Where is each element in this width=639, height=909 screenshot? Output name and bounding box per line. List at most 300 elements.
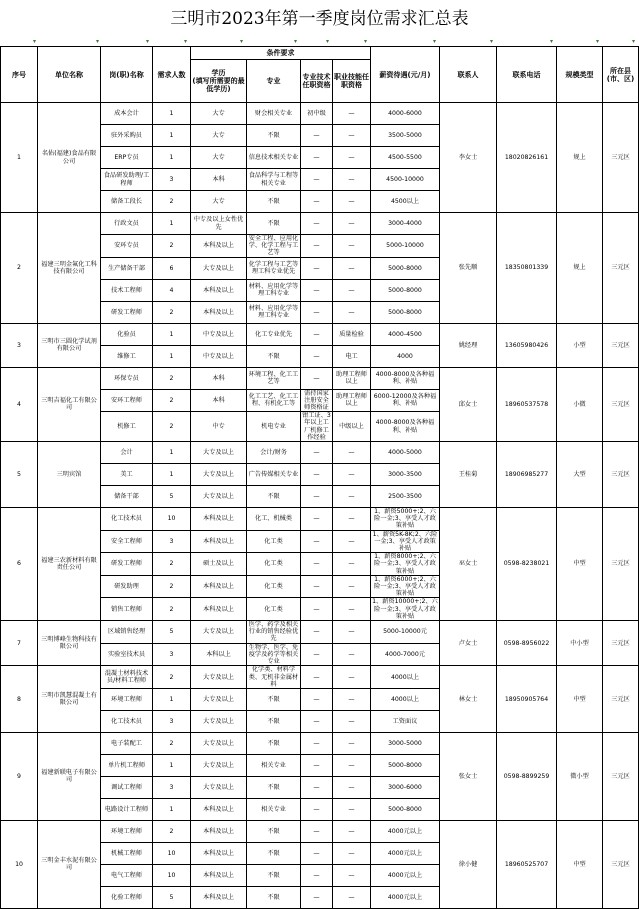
- cell-region: 三元区: [603, 621, 639, 666]
- cell-count: 10: [153, 864, 191, 886]
- cell-position: 化验员: [101, 323, 153, 345]
- cell-tech-title: —: [301, 464, 333, 486]
- header-count: 需求人数: [153, 47, 191, 103]
- cell-count: 2: [153, 301, 191, 323]
- cell-education: 大专及以上: [191, 464, 247, 486]
- cell-position: 实验室技术员: [101, 643, 153, 666]
- cell-major: 不限: [247, 486, 301, 508]
- cell-skill: —: [333, 257, 371, 279]
- cell-position: 单片机工程师: [101, 754, 153, 776]
- cell-position: 成本会计: [101, 103, 153, 125]
- cell-contact: 卢女士: [440, 621, 497, 666]
- cell-count: 5: [153, 621, 191, 644]
- cell-seq: 9: [1, 732, 38, 820]
- cell-region: 三元区: [603, 508, 639, 621]
- cell-position: 区域销售经理: [101, 621, 153, 644]
- cell-salary: 3000-4000: [371, 213, 440, 235]
- cell-position: 安全工程师: [101, 530, 153, 553]
- cell-education: 本科及以上: [191, 301, 247, 323]
- cell-skill: 中级以上: [333, 412, 371, 442]
- cell-major: 不限: [247, 191, 301, 213]
- cell-tech-title: —: [301, 621, 333, 644]
- filter-dropdown-icon[interactable]: ▾: [490, 38, 494, 45]
- cell-company: 三明市三圆化学试剂有限公司: [38, 323, 101, 367]
- cell-company: 三明市凯慧混凝土有限公司: [38, 666, 101, 733]
- filter-dropdown-icon[interactable]: ▾: [33, 38, 37, 45]
- cell-position: 化验工程师: [101, 886, 153, 908]
- cell-salary: 4000-8000及各种福利、补贴: [371, 412, 440, 442]
- cell-major: 安全工程、应用化学、化学工程与工艺等: [247, 235, 301, 258]
- cell-position: 电路设计工程师: [101, 798, 153, 820]
- table-row: [1, 213, 639, 235]
- cell-major: 材料、应用化学等理工科专业: [247, 279, 301, 301]
- cell-seq: 5: [1, 442, 38, 508]
- cell-contact: 巫女士: [440, 508, 497, 621]
- cell-major: 医学、药学及相关行业的销售经验优先: [247, 621, 301, 644]
- cell-count: 1: [153, 798, 191, 820]
- cell-skill: —: [333, 486, 371, 508]
- cell-salary: 4000元以上: [371, 842, 440, 864]
- cell-salary: 4500-10000: [371, 169, 440, 191]
- cell-count: 2: [153, 553, 191, 576]
- cell-education: 中专及以上女性优先: [191, 213, 247, 235]
- cell-education: 本科及以上: [191, 530, 247, 553]
- table-row: [1, 442, 639, 464]
- cell-major: 化工工艺、化工工程、有机化工等: [247, 389, 301, 412]
- cell-count: 1: [153, 103, 191, 125]
- cell-salary: 工资面议: [371, 710, 440, 732]
- cell-major: 食品科学与工程等相关专业: [247, 169, 301, 191]
- cell-education: 大专及以上: [191, 710, 247, 732]
- cell-salary: 1、薪资10000+;2、六险一金;3、享受人才政策补贴: [372, 598, 438, 620]
- cell-count: 2: [153, 367, 191, 389]
- cell-count: 2: [153, 235, 191, 258]
- cell-education: 本科: [191, 367, 247, 389]
- cell-salary: 4000-8000及各种福利、补贴: [371, 367, 440, 389]
- cell-skill: —: [333, 621, 371, 644]
- cell-skill: —: [333, 864, 371, 886]
- table-row: [1, 666, 639, 689]
- cell-count: 3: [153, 710, 191, 732]
- cell-position: 安环专员: [101, 235, 153, 258]
- cell-education: 本科及以上: [191, 598, 247, 621]
- cell-salary: 4000-7000元: [371, 643, 440, 666]
- cell-tech-title: —: [301, 530, 333, 553]
- cell-phone: 18020826161: [497, 103, 557, 213]
- cell-phone: 18906985277: [497, 442, 557, 508]
- header-salary: 薪资待遇(元/月): [371, 47, 440, 103]
- cell-education: 本科及以上: [191, 575, 247, 598]
- cell-education: 大专及以上: [191, 486, 247, 508]
- cell-tech-title: —: [301, 169, 333, 191]
- cell-position: 研发助理: [101, 575, 153, 598]
- cell-phone: 18950905764: [497, 666, 557, 733]
- cell-company: 三明吉福化工有限公司: [38, 367, 101, 441]
- cell-major: 化工专业优先: [247, 323, 301, 345]
- cell-tech-title: —: [301, 776, 333, 798]
- table-row: [1, 732, 639, 754]
- cell-position: 环境工程师: [101, 688, 153, 710]
- cell-salary: 4000元以上: [371, 864, 440, 886]
- cell-phone: 0598-8956022: [497, 621, 557, 666]
- cell-salary: 5000-8000: [371, 301, 440, 323]
- cell-skill: —: [333, 464, 371, 486]
- cell-position: 美工: [101, 464, 153, 486]
- cell-salary: 4000元以上: [371, 820, 440, 842]
- cell-skill: —: [333, 886, 371, 908]
- cell-scale: 中型: [557, 508, 603, 621]
- cell-position: 储备工段长: [101, 191, 153, 213]
- cell-contact: 邱女士: [440, 367, 497, 441]
- cell-seq: 2: [1, 213, 38, 324]
- cell-skill: —: [333, 125, 371, 147]
- cell-contact: 林女士: [440, 666, 497, 733]
- cell-tech-title: —: [301, 798, 333, 820]
- cell-seq: 4: [1, 367, 38, 441]
- cell-position: 环境工程师: [101, 820, 153, 842]
- cell-tech-title: —: [301, 257, 333, 279]
- cell-count: 2: [153, 732, 191, 754]
- cell-count: 2: [153, 191, 191, 213]
- cell-salary: 5000-8000: [371, 798, 440, 820]
- cell-position: 会计: [101, 442, 153, 464]
- cell-skill: 电工: [333, 345, 371, 367]
- cell-education: 大专及以上: [191, 776, 247, 798]
- cell-position: 行政文员: [101, 213, 153, 235]
- filter-dropdown-icon[interactable]: ▾: [240, 38, 244, 45]
- header-education: 学历 (填写所需要的最低学历): [191, 60, 247, 103]
- cell-major: 不限: [247, 886, 301, 908]
- cell-skill: —: [333, 508, 371, 531]
- cell-tech-title: —: [301, 666, 333, 689]
- cell-position: 机修工: [101, 412, 153, 442]
- job-demand-table: [0, 46, 639, 909]
- cell-position: 驻外采购员: [101, 125, 153, 147]
- cell-position: 化工技术员: [101, 710, 153, 732]
- cell-skill: —: [333, 688, 371, 710]
- cell-education: 本科及以上: [191, 235, 247, 258]
- cell-company: 福建三明金氟化工科技有限公司: [38, 213, 101, 324]
- cell-skill: 助理工程师以上: [333, 389, 371, 412]
- cell-seq: 3: [1, 323, 38, 367]
- cell-education: 大专及以上: [191, 754, 247, 776]
- cell-tech-title: —: [301, 323, 333, 345]
- cell-salary: 4000以上: [371, 666, 440, 689]
- cell-tech-title: —: [301, 301, 333, 323]
- cell-count: 2: [153, 598, 191, 621]
- cell-position: 维修工: [101, 345, 153, 367]
- cell-phone: 18960537578: [497, 367, 557, 441]
- cell-company: 三明金丰水泥有限公司: [38, 820, 101, 908]
- header-skill: 职业技能任职资格: [333, 60, 371, 103]
- filter-dropdown-icon[interactable]: ▾: [96, 38, 100, 45]
- cell-major: 化学工程与工艺等理工科专业优先: [247, 257, 301, 279]
- cell-major: 化学类、材料学类、无机非金属材料: [247, 666, 301, 689]
- cell-skill: —: [333, 279, 371, 301]
- cell-skill: —: [333, 820, 371, 842]
- cell-education: 本科: [191, 169, 247, 191]
- cell-salary: 3000-3500: [371, 464, 440, 486]
- cell-tech-title: —: [301, 213, 333, 235]
- cell-salary: 1、薪资8000+;2、六险一金;3、享受人才政策补贴: [371, 553, 440, 576]
- cell-education: 大专及以上: [191, 621, 247, 644]
- cell-tech-title: —: [301, 886, 333, 908]
- filter-dropdown-icon[interactable]: ▾: [550, 38, 554, 45]
- cell-salary: 4000元以上: [371, 886, 440, 908]
- cell-salary: 4000以上: [371, 688, 440, 710]
- cell-major: 化工类: [247, 530, 301, 553]
- cell-position: 食品研发助理/工程师: [101, 169, 153, 191]
- cell-major: 化工类: [247, 598, 301, 621]
- cell-position: 电气工程师: [101, 864, 153, 886]
- cell-skill: —: [333, 147, 371, 169]
- cell-count: 10: [153, 842, 191, 864]
- cell-salary: 5000-8000: [371, 279, 440, 301]
- cell-education: 本科及以上: [191, 820, 247, 842]
- filter-dropdown-icon[interactable]: ▾: [146, 38, 150, 45]
- cell-region: 三元区: [603, 666, 639, 733]
- cell-major: 机电专业: [247, 412, 301, 442]
- header-major: 专业: [247, 60, 301, 103]
- cell-education: 大专及以上: [191, 442, 247, 464]
- cell-salary: 5000-10000元: [371, 621, 440, 644]
- cell-tech-title: —: [301, 147, 333, 169]
- cell-skill: —: [333, 169, 371, 191]
- cell-position: 研发工程师: [101, 553, 153, 576]
- cell-tech-title: —: [301, 235, 333, 258]
- cell-position: 研发工程师: [101, 301, 153, 323]
- cell-region: 三元区: [603, 103, 639, 213]
- cell-tech-title: —: [301, 575, 333, 598]
- cell-major: 不限: [247, 776, 301, 798]
- cell-region: 三元区: [603, 323, 639, 367]
- cell-salary: 6000-12000及各种福利、补贴: [371, 389, 440, 412]
- cell-position: 混凝土材料技术员/材料工程师: [101, 666, 153, 689]
- cell-count: 1: [153, 345, 191, 367]
- cell-salary: 4500-5500: [371, 147, 440, 169]
- cell-major: 不限: [247, 732, 301, 754]
- cell-major: 相关专业: [247, 798, 301, 820]
- cell-contact: 李女士: [440, 103, 497, 213]
- cell-education: 本科及以上: [191, 279, 247, 301]
- cell-count: 1: [153, 464, 191, 486]
- cell-skill: —: [333, 776, 371, 798]
- cell-skill: —: [333, 666, 371, 689]
- cell-count: 1: [153, 688, 191, 710]
- cell-scale: 中型: [557, 820, 603, 908]
- cell-major: 化工类: [247, 575, 301, 598]
- cell-count: 5: [153, 886, 191, 908]
- cell-company: 名佑(福建)食品有限公司: [38, 103, 101, 213]
- filter-dropdown-icon[interactable]: ▾: [364, 38, 368, 45]
- cell-skill: —: [333, 842, 371, 864]
- cell-skill: —: [333, 301, 371, 323]
- cell-count: 2: [153, 412, 191, 442]
- cell-skill: 助理工程师以上: [333, 367, 371, 389]
- cell-tech-title: —: [301, 508, 333, 531]
- cell-salary: 1、薪资5K-8K;2、六险一金;3、享受人才政策补贴: [371, 530, 440, 553]
- cell-skill: —: [333, 754, 371, 776]
- cell-education: 大专及以上: [191, 257, 247, 279]
- cell-skill: —: [333, 575, 371, 598]
- cell-salary: 5000-8000: [371, 257, 440, 279]
- cell-scale: 规上: [557, 213, 603, 324]
- header-contact: 联系人: [440, 47, 497, 103]
- cell-tech-title: —: [301, 643, 333, 666]
- cell-major: 不限: [247, 125, 301, 147]
- cell-count: 2: [153, 575, 191, 598]
- cell-phone: 0598-8899259: [497, 732, 557, 820]
- cell-count: 2: [153, 820, 191, 842]
- cell-education: 大专及以上: [191, 688, 247, 710]
- table-row: [1, 103, 639, 125]
- cell-count: 6: [153, 257, 191, 279]
- filter-bar: [0, 38, 639, 46]
- cell-tech-title: —: [301, 732, 333, 754]
- cell-skill: —: [333, 553, 371, 576]
- cell-position: 销售工程师: [101, 598, 153, 621]
- cell-company: 三明宾馆: [38, 442, 101, 508]
- cell-position: 安环工程师: [101, 389, 153, 412]
- cell-salary: 1、薪资5000+;2、六险一金;3、享受人才政策补贴: [371, 508, 440, 531]
- cell-education: 本科以上: [191, 643, 247, 666]
- cell-skill: —: [333, 530, 371, 553]
- cell-region: 三元区: [603, 213, 639, 324]
- cell-scale: 大型: [557, 442, 603, 508]
- cell-phone: 0598-8238021: [497, 508, 557, 621]
- filter-dropdown-icon[interactable]: ▾: [326, 38, 330, 45]
- cell-tech-title: —: [301, 754, 333, 776]
- cell-contact: 张先顺: [440, 213, 497, 324]
- cell-region: 三元区: [603, 367, 639, 441]
- cell-major: 相关专业: [247, 754, 301, 776]
- filter-dropdown-icon[interactable]: ▾: [184, 38, 188, 45]
- cell-major: 生物学、医学、免疫学及药学等相关专业: [247, 643, 301, 666]
- header-position: 岗(职)名称: [101, 47, 153, 103]
- cell-tech-title: —: [301, 125, 333, 147]
- cell-major: 不限: [247, 820, 301, 842]
- cell-position: 调试工程师: [101, 776, 153, 798]
- cell-skill: —: [333, 732, 371, 754]
- cell-position: 化工技术员: [101, 508, 153, 531]
- cell-scale: 微小型: [557, 732, 603, 820]
- cell-salary: 3000-5000: [371, 732, 440, 754]
- cell-salary: 4000: [371, 345, 440, 367]
- cell-count: 1: [153, 442, 191, 464]
- header-company: 单位名称: [38, 47, 101, 103]
- cell-tech-title: —: [301, 279, 333, 301]
- cell-education: 大专及以上: [191, 666, 247, 689]
- filter-dropdown-icon[interactable]: ▾: [632, 38, 636, 45]
- cell-tech-title: 钳工证、3年以上工厂机修工作经验: [302, 412, 331, 441]
- cell-count: 3: [153, 169, 191, 191]
- cell-seq: 7: [1, 621, 38, 666]
- filter-dropdown-icon[interactable]: ▾: [294, 38, 298, 45]
- cell-education: 大专: [191, 147, 247, 169]
- table-row: [1, 820, 639, 842]
- cell-salary: 4000-4500: [371, 323, 440, 345]
- cell-region: 三元区: [603, 732, 639, 820]
- cell-education: 本科及以上: [191, 886, 247, 908]
- cell-skill: —: [333, 191, 371, 213]
- header-phone: 联系电话: [497, 47, 557, 103]
- cell-tech-title: —: [301, 345, 333, 367]
- table-row: [1, 323, 639, 345]
- cell-tech-title: —: [301, 710, 333, 732]
- cell-salary: 4000-5000: [371, 442, 440, 464]
- cell-seq: 10: [1, 820, 38, 908]
- cell-phone: 13605980426: [497, 323, 557, 367]
- cell-education: 大专: [191, 103, 247, 125]
- header-scale: 规模类型: [557, 47, 603, 103]
- cell-salary: 3500-5000: [371, 125, 440, 147]
- cell-major: 信息技术相关专业: [247, 147, 301, 169]
- cell-tech-title: 初中级: [301, 103, 333, 125]
- cell-education: 本科及以上: [191, 508, 247, 531]
- table-row: [1, 621, 639, 644]
- header-conditions: 条件要求: [191, 47, 371, 60]
- cell-education: 本科及以上: [191, 798, 247, 820]
- cell-salary: 3000-6000: [371, 776, 440, 798]
- cell-tech-title: —: [301, 486, 333, 508]
- sheet-title: 三明市2023年第一季度岗位需求汇总表: [170, 9, 469, 29]
- cell-major: 会计/财务: [247, 442, 301, 464]
- cell-education: 中专及以上: [191, 345, 247, 367]
- cell-seq: 6: [1, 508, 38, 621]
- cell-education: 大专: [191, 191, 247, 213]
- cell-seq: 8: [1, 666, 38, 733]
- cell-major: 不限: [247, 213, 301, 235]
- cell-count: 1: [153, 323, 191, 345]
- cell-tech-title: —: [301, 842, 333, 864]
- cell-major: 化工类: [247, 553, 301, 576]
- cell-count: 4: [153, 279, 191, 301]
- table-row: [1, 367, 639, 389]
- cell-salary: 5000-8000: [371, 754, 440, 776]
- cell-scale: 中型: [557, 666, 603, 733]
- cell-tech-title: —: [301, 553, 333, 576]
- cell-salary: 4000-6000: [371, 103, 440, 125]
- cell-education: 中专: [191, 412, 247, 442]
- filter-dropdown-icon[interactable]: ▾: [433, 38, 437, 45]
- cell-count: 3: [153, 530, 191, 553]
- cell-position: 技术工程师: [101, 279, 153, 301]
- cell-salary: 5000-10000: [371, 235, 440, 258]
- cell-education: 大专: [191, 125, 247, 147]
- header-region: 所在县(市、区): [603, 47, 639, 103]
- cell-contact: 王桂菊: [440, 442, 497, 508]
- cell-skill: —: [333, 442, 371, 464]
- header-tech-title: 专业技术任职资格: [301, 60, 333, 103]
- cell-education: 大专及以上: [191, 732, 247, 754]
- cell-skill: —: [333, 710, 371, 732]
- filter-dropdown-icon[interactable]: ▾: [596, 38, 600, 45]
- cell-major: 化工、机械类: [247, 508, 301, 531]
- cell-tech-title: —: [301, 442, 333, 464]
- cell-tech-title: —: [301, 367, 333, 389]
- cell-skill: —: [333, 213, 371, 235]
- cell-position: 机械工程师: [101, 842, 153, 864]
- cell-phone: 18350801339: [497, 213, 557, 324]
- cell-company: 三明博峰生物科技有限公司: [38, 621, 101, 666]
- cell-scale: 小型: [557, 323, 603, 367]
- cell-count: 5: [153, 486, 191, 508]
- cell-contact: 姚经理: [440, 323, 497, 367]
- cell-tech-title: —: [301, 820, 333, 842]
- cell-position: 储备干部: [101, 486, 153, 508]
- cell-major: 不限: [247, 688, 301, 710]
- cell-tech-title: —: [301, 598, 333, 621]
